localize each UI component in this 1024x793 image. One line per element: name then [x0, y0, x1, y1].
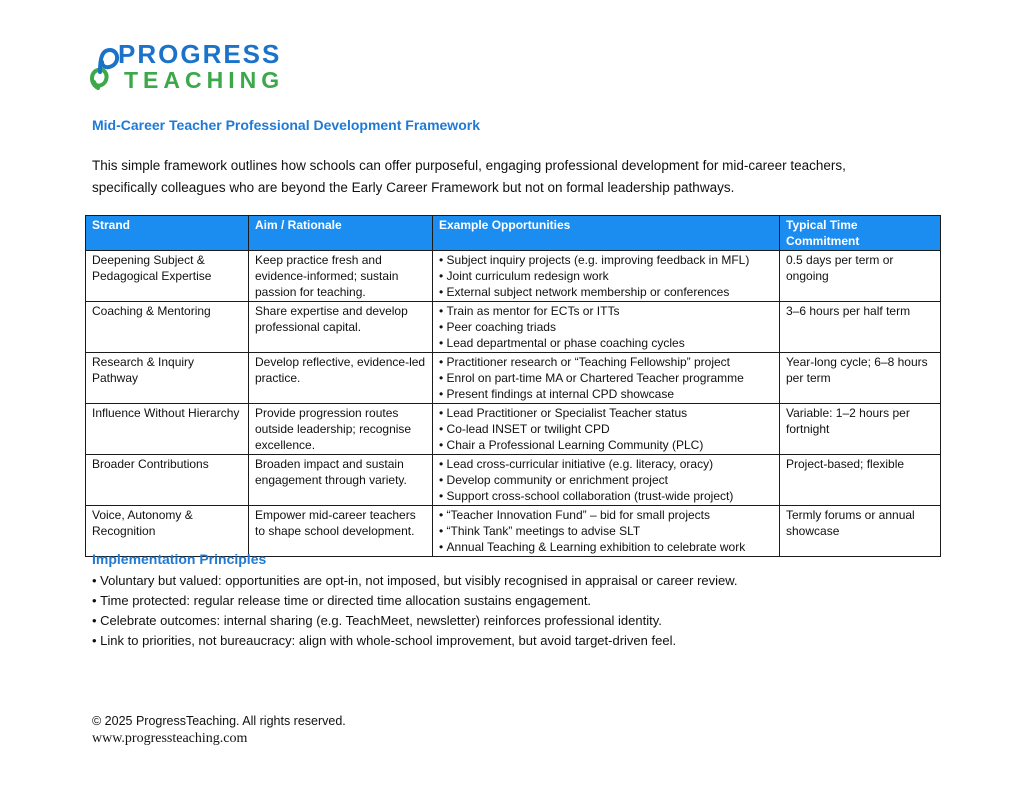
- cell-opportunities: [433, 455, 780, 506]
- opportunity-item: • Lead Practitioner or Specialist Teacher status: [439, 405, 773, 421]
- cell-aim: Provide progression routes outside leadership; recognise excellence.: [249, 404, 433, 455]
- opportunity-item: • Lead cross-curricular initiative (e.g. literacy, oracy): [439, 456, 773, 472]
- cell-time: Termly forums or annual showcase: [780, 506, 941, 557]
- cell-aim: Empower mid-career teachers to shape school development.: [249, 506, 433, 557]
- cell-opportunities: [433, 404, 780, 455]
- opportunity-item: • Train as mentor for ECTs or ITTs: [439, 303, 773, 319]
- cell-strand: Influence Without Hierarchy: [86, 404, 249, 455]
- footer-website: www.progressteaching.com: [92, 731, 248, 746]
- opportunity-item: • Practitioner research or “Teaching Fellowship” project: [439, 354, 773, 370]
- cell-strand: Broader Contributions: [86, 455, 249, 506]
- document-title: Mid-Career Teacher Professional Development Framework: [92, 117, 480, 133]
- opportunity-item: • Annual Teaching & Learning exhibition to celebrate work: [439, 539, 773, 555]
- cell-strand: Voice, Autonomy & Recognition: [86, 506, 249, 557]
- table-row: [86, 251, 941, 302]
- cell-time: Variable: 1–2 hours per fortnight: [780, 404, 941, 455]
- table-row: [86, 302, 941, 353]
- opportunity-item: • Subject inquiry projects (e.g. improving feedback in MFL): [439, 252, 773, 268]
- progressteaching-logo: [88, 40, 328, 96]
- header-strand: Strand: [86, 216, 249, 251]
- cell-time: Year-long cycle; 6–8 hours per term: [780, 353, 941, 404]
- header-aim: Aim / Rationale: [249, 216, 433, 251]
- opportunity-item: • Present findings at internal CPD showcase: [439, 386, 773, 402]
- opportunity-item: • Joint curriculum redesign work: [439, 268, 773, 284]
- table-row: [86, 404, 941, 455]
- table-row: [86, 506, 941, 557]
- principles-list: [92, 571, 738, 651]
- opportunity-item: • Enrol on part-time MA or Chartered Teacher programme: [439, 370, 773, 386]
- opportunity-item: • Peer coaching triads: [439, 319, 773, 335]
- framework-table: [85, 215, 941, 557]
- principle-item: • Voluntary but valued: opportunities are opt-in, not imposed, but visibly recognised in appraisal or career review.: [92, 571, 738, 591]
- opportunity-item: • “Teacher Innovation Fund” – bid for small projects: [439, 507, 773, 523]
- opportunity-item: • Chair a Professional Learning Community (PLC): [439, 437, 773, 453]
- intro-paragraph: This simple framework outlines how schools can offer purposeful, engaging professional development for mid-career teachers, specifically colleagues who are beyond the Early Career Framework but not on formal leadership pathways.: [92, 158, 846, 195]
- logo-word-teaching: TEACHING: [124, 67, 285, 93]
- cell-time: 3–6 hours per half term: [780, 302, 941, 353]
- opportunity-item: • Develop community or enrichment project: [439, 472, 773, 488]
- cell-strand: Research & Inquiry Pathway: [86, 353, 249, 404]
- cell-opportunities: [433, 251, 780, 302]
- cell-aim: Keep practice fresh and evidence-informed; sustain passion for teaching.: [249, 251, 433, 302]
- principle-item: • Celebrate outcomes: internal sharing (e.g. TeachMeet, newsletter) reinforces professional identity.: [92, 611, 738, 631]
- header-opportunities: Example Opportunities: [433, 216, 780, 251]
- principle-item: • Time protected: regular release time or directed time allocation sustains engagement.: [92, 591, 738, 611]
- opportunity-item: • Support cross-school collaboration (trust-wide project): [439, 488, 773, 504]
- cell-strand: Coaching & Mentoring: [86, 302, 249, 353]
- cell-aim: Develop reflective, evidence-led practice.: [249, 353, 433, 404]
- opportunity-item: • Co-lead INSET or twilight CPD: [439, 421, 773, 437]
- infinity-logo-icon: [88, 44, 122, 94]
- principles-heading: Implementation Principles: [92, 551, 267, 567]
- cell-time: Project-based; flexible: [780, 455, 941, 506]
- header-time: Typical Time Commitment: [780, 216, 941, 251]
- principle-item: • Link to priorities, not bureaucracy: align with whole-school improvement, but avoid target-driven feel.: [92, 631, 738, 651]
- cell-opportunities: [433, 506, 780, 557]
- footer-copyright: © 2025 ProgressTeaching. All rights reserved.: [92, 714, 346, 728]
- cell-aim: Share expertise and develop professional capital.: [249, 302, 433, 353]
- cell-opportunities: [433, 302, 780, 353]
- cell-aim: Broaden impact and sustain engagement through variety.: [249, 455, 433, 506]
- cell-opportunities: [433, 353, 780, 404]
- opportunity-item: • Lead departmental or phase coaching cycles: [439, 335, 773, 351]
- cell-strand: Deepening Subject & Pedagogical Expertise: [86, 251, 249, 302]
- table-row: [86, 455, 941, 506]
- table-row: [86, 353, 941, 404]
- logo-word-progress: PROGRESS: [118, 39, 282, 69]
- cell-time: 0.5 days per term or ongoing: [780, 251, 941, 302]
- opportunity-item: • “Think Tank” meetings to advise SLT: [439, 523, 773, 539]
- table-header-row: [86, 216, 941, 251]
- opportunity-item: • External subject network membership or conferences: [439, 284, 773, 300]
